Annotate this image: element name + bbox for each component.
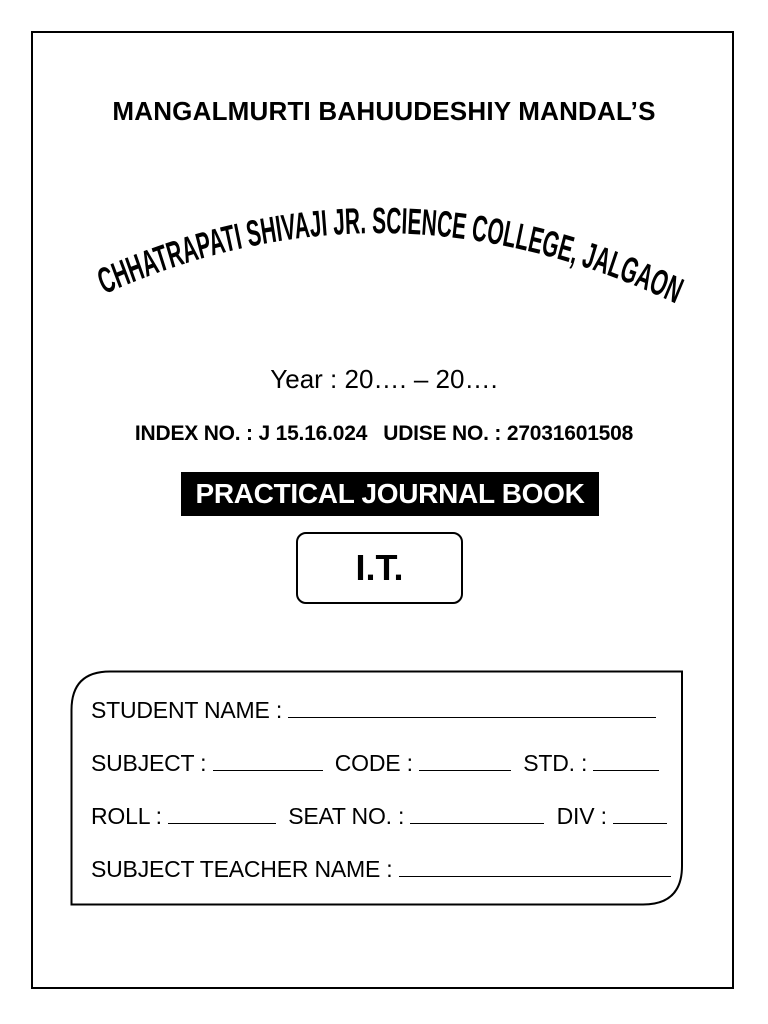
index-number: INDEX NO. : J 15.16.024 xyxy=(134,422,368,445)
teacher-name-label: SUBJECT TEACHER NAME : xyxy=(91,856,393,882)
subject-box: I.T. xyxy=(296,532,463,604)
subject-field[interactable] xyxy=(213,748,323,771)
college-name-arc xyxy=(0,150,768,320)
std-label: STD. : xyxy=(523,750,588,776)
div-field[interactable] xyxy=(613,801,667,824)
code-label: CODE : xyxy=(334,750,413,776)
roll-field[interactable] xyxy=(168,801,276,824)
svg-text:CHHATRAPATI SHIVAJI JR. SCIENC xyxy=(92,200,698,316)
student-name-row xyxy=(91,692,671,745)
teacher-name-row xyxy=(91,851,671,904)
journal-title-banner: PRACTICAL JOURNAL BOOK xyxy=(181,472,599,516)
teacher-name-field[interactable] xyxy=(399,854,671,877)
student-name-field[interactable] xyxy=(288,695,656,718)
seat-no-field[interactable] xyxy=(410,801,544,824)
subject-row xyxy=(91,745,671,798)
mandal-name: MANGALMURTI BAHUUDESHIY MANDAL’S xyxy=(112,96,656,126)
college-name: CHHATRAPATI SHIVAJI JR. SCIENCE COLLEGE, JALGAON xyxy=(92,200,698,316)
student-name-label: STUDENT NAME : xyxy=(91,697,283,723)
std-field[interactable] xyxy=(593,748,659,771)
roll-row xyxy=(91,798,671,851)
seat-no-label: SEAT NO. : xyxy=(288,803,405,829)
academic-year: Year : 20…. – 20…. xyxy=(270,364,498,394)
codes-line xyxy=(0,422,768,446)
subject-label: SUBJECT : xyxy=(91,750,207,776)
udise-number: UDISE NO. : 27031601508 xyxy=(383,422,634,445)
student-info-form xyxy=(91,692,671,904)
code-field[interactable] xyxy=(419,748,511,771)
roll-label: ROLL : xyxy=(91,803,162,829)
div-label: DIV : xyxy=(556,803,607,829)
